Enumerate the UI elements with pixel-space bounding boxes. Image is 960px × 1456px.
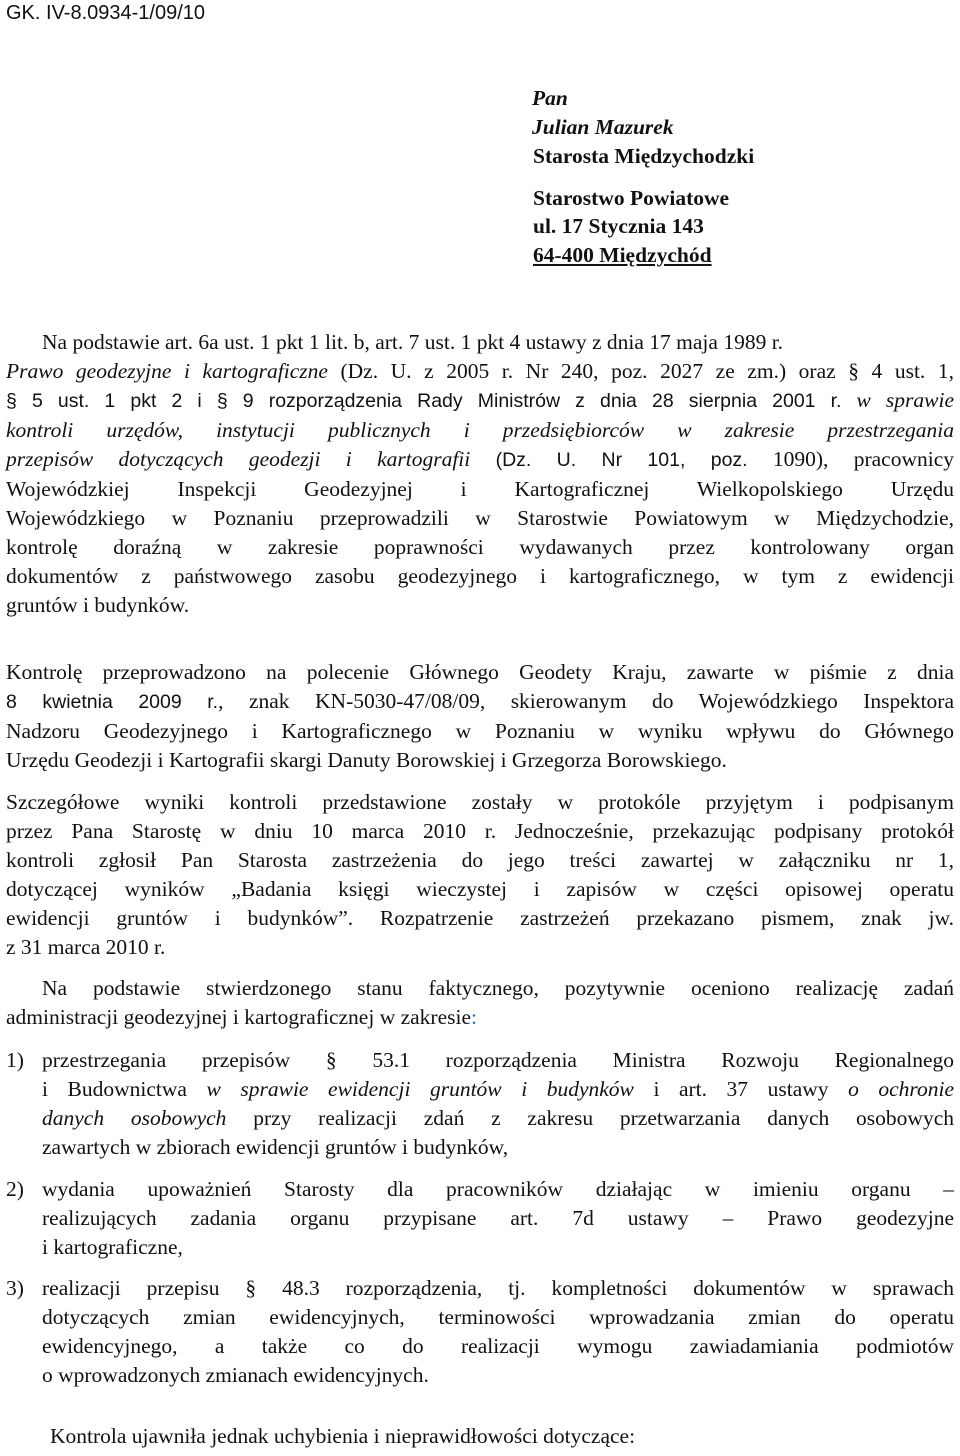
text-line: gruntów i budynków. (6, 593, 190, 617)
text-span: danych osobowych (42, 1106, 227, 1130)
closing-sentence: Kontrola ujawniła jednak uchybienia i nieprawidłowości dotyczące: (50, 1424, 636, 1448)
text-line: Nadzoru Geodezyjnego i Kartograficznego w Poznaniu w wyniku wpływu do Głównego (6, 719, 954, 743)
text-line: i kartograficzne, (42, 1235, 183, 1259)
text-line: z 31 marca 2010 r. (6, 935, 166, 959)
list-number: 1) (6, 1048, 24, 1072)
text-line: wydania upoważnień Starosty dla pracowników działając w imieniu organu – (42, 1177, 954, 1201)
text-line: realizacji przepisu § 48.3 rozporządzenia, tj. kompletności dokumentów w sprawach (42, 1276, 954, 1300)
addressee-office: Starostwo Powiatowe (533, 186, 730, 210)
text-line: przestrzegania przepisów § 53.1 rozporządzenia Ministra Rozwoju Regionalnego (42, 1048, 954, 1072)
addressee-city: 64-400 Międzychód (533, 243, 712, 267)
text-span: w sprawie ewidencji gruntów i budynków (206, 1077, 634, 1101)
text-span: , znak KN-5030-47/08/09, skierowanym do Wojewódzkiego Inspektora (218, 689, 954, 713)
text-line (6, 386, 954, 416)
text-line: dokumentów z państwowego zasobu geodezyjnego i kartograficznego, w tym z ewidencji (6, 564, 954, 588)
paragraph-order (6, 658, 954, 775)
text-line: Urzędu Geodezji i Kartografii skargi Danuty Borowskiej i Grzegorza Borowskiego. (6, 748, 727, 772)
text-span: o ochronie (848, 1077, 954, 1101)
addressee-name: Julian Mazurek (532, 115, 674, 139)
text-line (6, 687, 954, 717)
document-reference: GK. IV-8.0934-1/09/10 (6, 2, 206, 24)
text-span: 1090), pracownicy (747, 447, 954, 471)
text-line: o wprowadzonych zmianach ewidencyjnych. (42, 1363, 429, 1387)
text-line (42, 1075, 954, 1104)
paragraph-assessment (6, 974, 954, 1032)
act-title: Prawo geodezyjne i kartograficzne (6, 359, 328, 383)
text-span: administracji geodezyjnej i kartograficznej w zakresie (6, 1005, 472, 1029)
text-line: zawartych w zbiorach ewidencji gruntów i budynków, (42, 1135, 509, 1159)
text-line: realizujących zadania organu przypisane art. 7d ustawy – Prawo geodezyjne (42, 1206, 954, 1230)
addressee-salutation: Pan (532, 86, 568, 110)
text-span: § 5 ust. 1 pkt 2 i § 9 rozporządzenia Rady Ministrów z dnia 28 sierpnia 2001 r. (6, 390, 842, 412)
paragraph-legal-basis (6, 328, 954, 620)
text-line: ewidencyjnego, a także co do realizacji wymogu zawiadamiania podmiotów (42, 1334, 954, 1358)
text-line: Kontrolę przeprowadzono na polecenie Głównego Geodety Kraju, zawarte w piśmie z dnia (6, 660, 954, 684)
text-line: kontroli zgłosił Pan Starosta zastrzeżenia do jego treści zawartej w załączniku nr 1, (6, 848, 954, 872)
text-line: dotyczącej wyników „Badania księgi wieczystej i zapisów w części opisowej operatu (6, 877, 954, 901)
text-line (6, 357, 954, 386)
colon-mark: : (471, 1005, 478, 1029)
text-line: kontrolę doraźną w zakresie poprawności wydawanych przez kontrolowany organ (6, 535, 954, 559)
text-span: w sprawie (841, 388, 955, 412)
addressee-title: Starosta Międzychodzki (533, 144, 755, 168)
text-line: Wojewódzkiego w Poznaniu przeprowadzili w Starostwie Powiatowym w Międzychodzie, (6, 506, 954, 530)
text-line (42, 1104, 954, 1133)
text-line: ewidencji gruntów i budynków”. Rozpatrzenie zastrzeżeń przekazano pismem, znak jw. (6, 906, 954, 930)
list-body (42, 1274, 954, 1390)
list-number: 2) (6, 1177, 24, 1201)
text-span: przepisów dotyczących geodezji i kartografii (6, 447, 471, 471)
text-line: Na podstawie stwierdzonego stanu faktycznego, pozytywnie oceniono realizację zadań (42, 976, 954, 1000)
text-span: (Dz. U. Nr 101, poz. (470, 449, 748, 471)
text-line (6, 1003, 954, 1032)
paragraph-results (6, 788, 954, 962)
text-line (6, 445, 954, 475)
text-span: (Dz. U. z 2005 r. Nr 240, poz. 2027 ze zm.) oraz § 4 ust. 1, (327, 359, 954, 383)
text-line: Na podstawie art. 6a ust. 1 pkt 1 lit. b, art. 7 ust. 1 pkt 4 ustawy z dnia 17 maja 1989 r. (42, 330, 784, 354)
text-span: i Budownictwa (42, 1077, 207, 1101)
text-span: i art. 37 ustawy (633, 1077, 849, 1101)
text-line: Szczegółowe wyniki kontroli przedstawione zostały w protokóle przyjętym i podpisanym (6, 790, 954, 814)
list-body (42, 1046, 954, 1162)
text-line: dotyczących zmian ewidencyjnych, terminowości wprowadzania zmian do operatu (42, 1305, 954, 1329)
list-number: 3) (6, 1276, 24, 1300)
addressee-street: ul. 17 Stycznia 143 (533, 214, 704, 238)
text-span: 8 kwietnia 2009 r. (6, 691, 219, 713)
list-body (42, 1175, 954, 1262)
text-span: przy realizacji zdań z zakresu przetwarzania danych osobowych (226, 1106, 954, 1130)
text-line: kontroli urzędów, instytucji publicznych i przedsiębiorców w zakresie przestrzegania (6, 418, 954, 442)
text-line: Wojewódzkiej Inspekcji Geodezyjnej i Kartograficznej Wielkopolskiego Urzędu (6, 477, 954, 501)
text-line: przez Pana Starostę w dniu 10 marca 2010 r. Jednocześnie, przekazując podpisany protokół (6, 819, 954, 843)
